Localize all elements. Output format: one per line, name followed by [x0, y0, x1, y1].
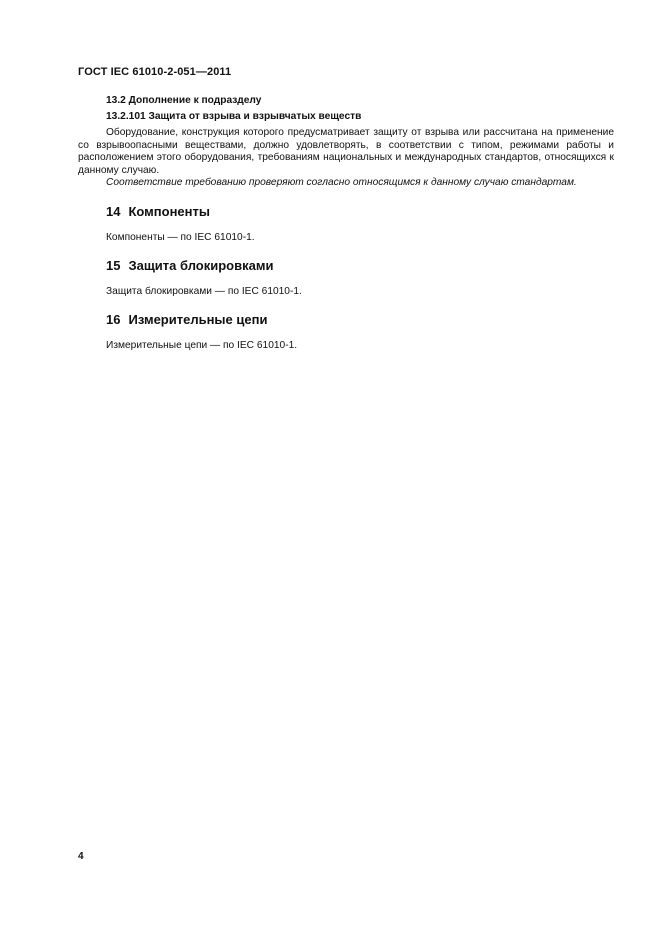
explosion-protection-paragraph: Оборудование, конструкция которого предусматривает защиту от взрыва или рассчитана на применение со взрывоопасными веществами, должно удовлетворять, в соответствии с типом, режимами работы и расположением этого оборудования, требованиям национальных и международных стандартов, относящихся к данному случаю.	[78, 127, 614, 176]
section-14-number: 14	[106, 204, 121, 219]
subsection-13-2-title: 13.2 Дополнение к подразделу	[106, 95, 262, 106]
section-15-text: Защита блокировками — по IEC 61010-1.	[106, 286, 302, 297]
section-14-text: Компоненты — по IEC 61010-1.	[106, 232, 255, 243]
section-15-number: 15	[106, 258, 121, 273]
section-16-name: Измерительные цепи	[128, 312, 268, 327]
section-16-text: Измерительные цепи — по IEC 61010-1.	[106, 340, 298, 351]
section-15-name: Защита блокировками	[128, 258, 274, 273]
section-16-title	[106, 312, 267, 327]
section-14-title	[106, 204, 210, 219]
document-code-header: ГОСТ IEC 61010-2-051—2011	[78, 66, 232, 78]
compliance-check-paragraph: Соответствие требованию проверяют согласно относящимся к данному случаю стандартам.	[106, 177, 577, 189]
section-14-name: Компоненты	[128, 204, 210, 219]
section-16-number: 16	[106, 312, 121, 327]
subsection-13-2-101-body	[78, 127, 614, 190]
section-15-title	[106, 258, 273, 273]
page-number: 4	[78, 851, 84, 862]
subsection-13-2-101-title: 13.2.101 Защита от взрыва и взрывчатых веществ	[106, 111, 362, 122]
